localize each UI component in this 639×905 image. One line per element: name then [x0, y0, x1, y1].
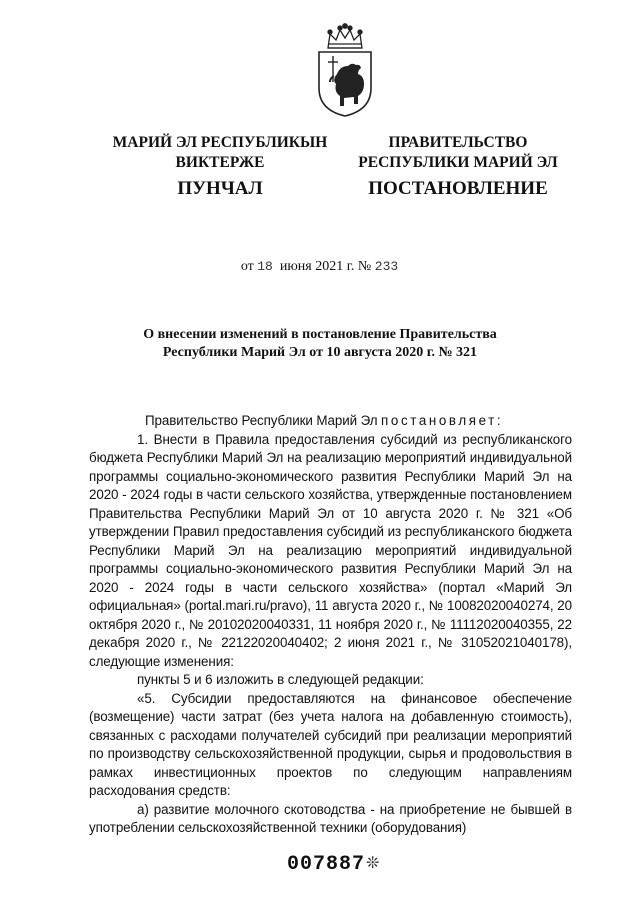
- header-right-doc-type: ПОСТАНОВЛЕНИЕ: [368, 178, 548, 199]
- body-paragraph: а) развитие молочного скотоводства - на приобретение не бывшей в употреблении сельскохозяйственной техники (оборудования): [89, 801, 572, 835]
- coat-of-arms-icon: [314, 22, 376, 118]
- document-body: [89, 412, 572, 838]
- date-prefix: от: [240, 259, 254, 274]
- intro-verb: постановляет:: [381, 413, 504, 428]
- body-paragraph: пункты 5 и 6 изложить в следующей редакции:: [137, 672, 424, 687]
- document-title: [80, 326, 560, 362]
- header-left-line1: МАРИЙ ЭЛ РЕСПУБЛИКЫН: [112, 134, 328, 151]
- header-right-line1: ПРАВИТЕЛЬСТВО: [388, 134, 528, 151]
- header-left-doc-type: ПУНЧАЛ: [177, 178, 263, 199]
- body-paragraph: 1. Внести в Правила предоставления субсидий из республиканского бюджета Республики Марий Эл на реализацию мероприятий индивидуальной программы социально-экономического развития Республики Марий Эл на 2020 - 2024 годы в части сельского хозяйства, утвержденные постановлением Правительства Республики Марий Эл от 10 августа 2020 г. № 321 «Об утверждении Правил предоставления субсидий из республиканского бюджета Республики Марий Эл на реализацию мероприятий индивидуальной программы социально-экономического развития Республики Марий Эл на 2020 - 2024 годы в части сельского хозяйства» (портал «Марий Эл официальная» (portal.mari.ru/pravo), 11 августа 2020 г., № 10082020040274, 20 октября 2020 г., № 20102020040331, 11 ноября 2020 г., № 11112020040355, 22 декабря 2020 г., № 22122020040402; 2 июня 2021 г., № 31052021040178), следующие изменения:: [89, 431, 572, 669]
- date-day: 18: [257, 259, 273, 274]
- header-left-block: [100, 133, 340, 201]
- document-number: 233: [374, 259, 399, 274]
- serial-number: 007887: [287, 853, 366, 876]
- header-left-line2: ВИКТЕРЖЕ: [175, 154, 265, 171]
- document-date-line: [0, 258, 639, 276]
- header-right-block: [348, 133, 568, 201]
- header-right-line2: РЕСПУБЛИКИ МАРИЙ ЭЛ: [358, 154, 558, 171]
- title-line2: Республики Марий Эл от 10 августа 2020 г. № 321: [162, 345, 478, 360]
- asterisk-mark-icon: ❊: [366, 855, 380, 872]
- body-paragraph: «5. Субсидии предоставляются на финансовое обеспечение (возмещение) части затрат (без учета налога на добавленную стоимость), связанных с расходами получателей субсидий при реализации мероприятий по производству сельскохозяйственной продукции, сырья и продовольствия в рамках инвестиционных проектов по следующим направлениям расходования средств:: [89, 690, 572, 798]
- intro-subject: Правительство Республики Марий Эл: [145, 413, 378, 428]
- intro-paragraph: [89, 412, 572, 431]
- title-line1: О внесении изменений в постановление Правительства: [143, 327, 497, 342]
- date-month-year: июня 2021 г. №: [279, 259, 372, 274]
